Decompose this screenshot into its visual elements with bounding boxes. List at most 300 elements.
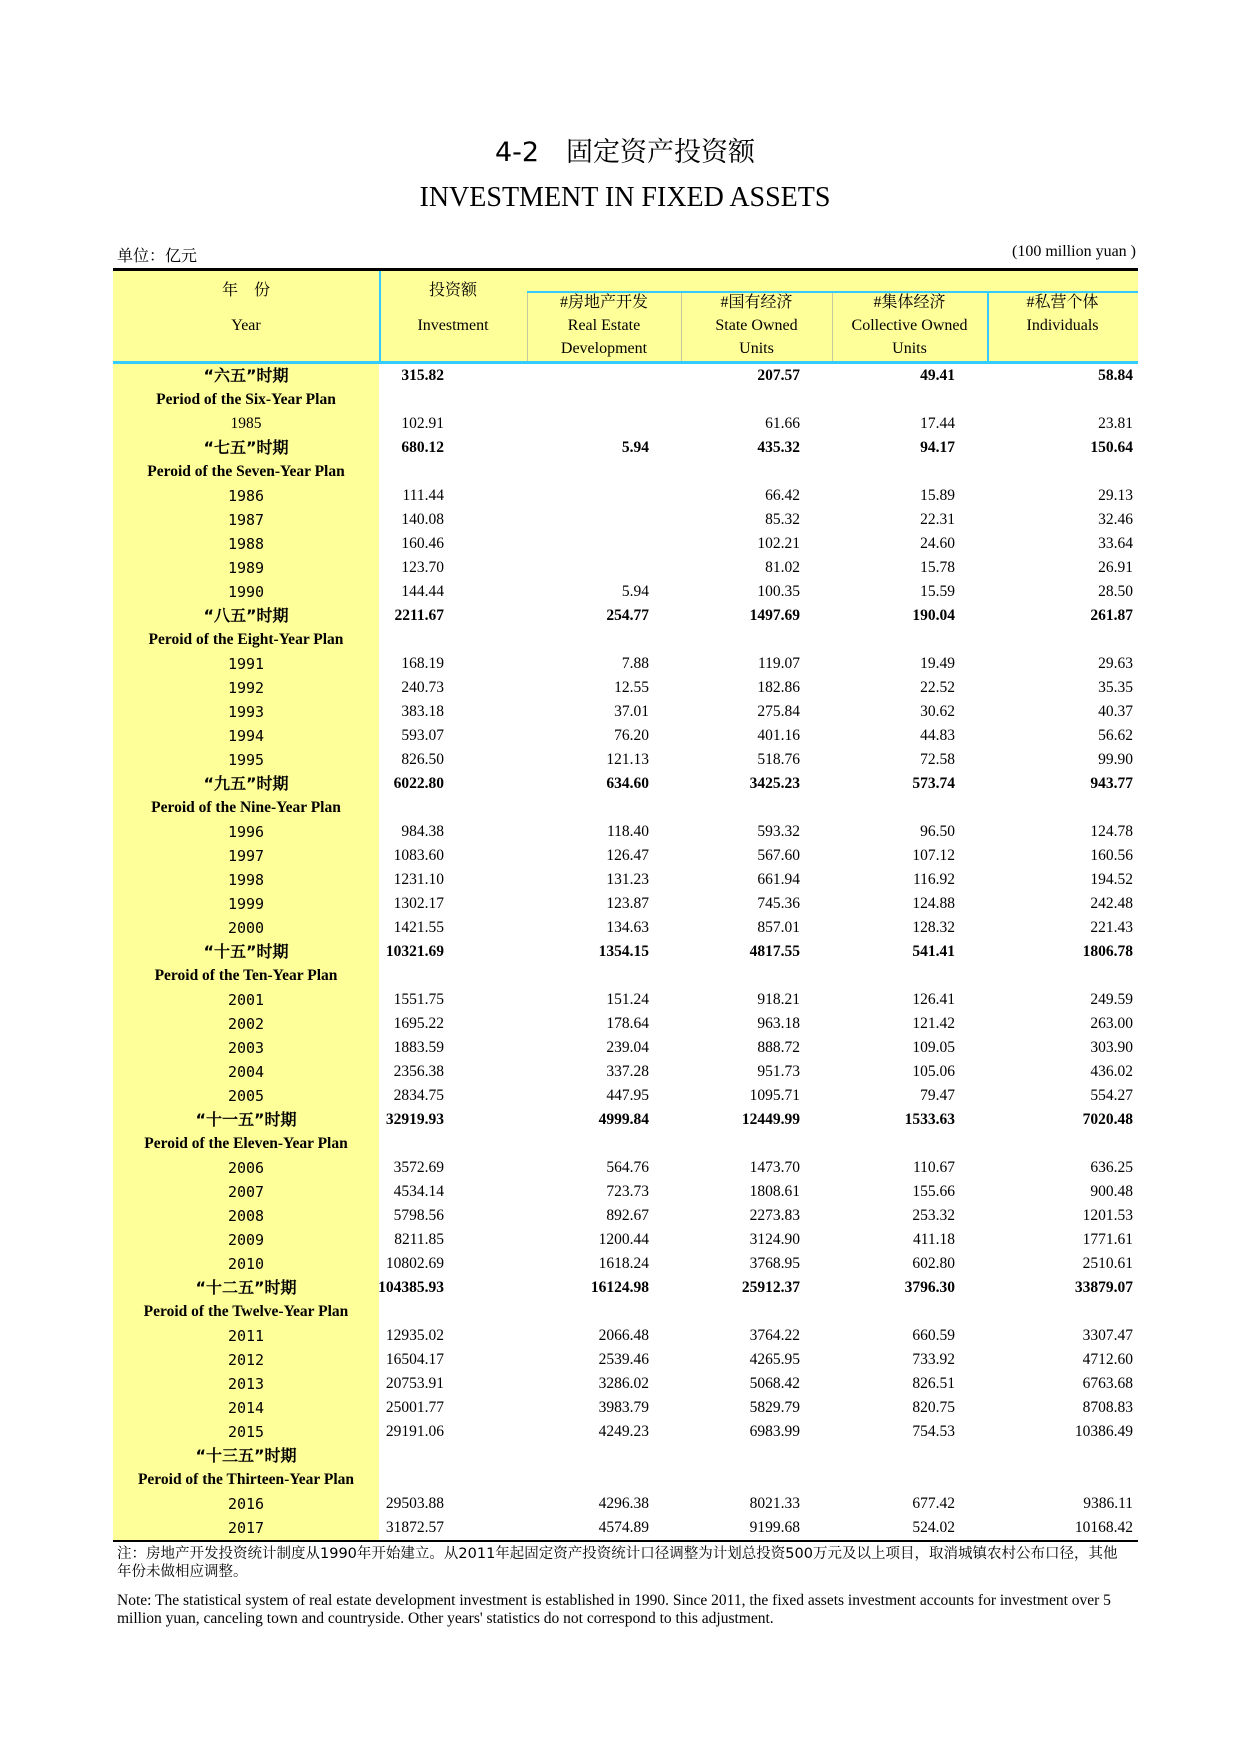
investment-cell: 123.70 — [401, 559, 444, 576]
individuals-cell: 1771.61 — [1082, 1231, 1133, 1248]
table-row — [113, 1516, 1138, 1540]
year-cell: 2007 — [113, 1180, 379, 1204]
real-estate-cell: 254.77 — [606, 607, 649, 624]
real-estate-cell: 16124.98 — [590, 1279, 649, 1296]
period-label-cn: “十二五”时期 — [113, 1276, 379, 1300]
collective-cell: 109.05 — [912, 1039, 955, 1056]
collective-cell: 253.32 — [912, 1207, 955, 1224]
state-owned-cell: 661.94 — [757, 871, 800, 888]
note-en: Note: The statistical system of real estate development investment is established in 1990. Since 2011, the fixed assets investment accounts for investment over 5 million yuan, canceling town and countryside. Other years' statistics do not correspond to this adjustment. — [117, 1592, 1111, 1627]
table-row — [113, 652, 1138, 676]
table-row — [113, 1132, 1138, 1156]
investment-cell: 25001.77 — [385, 1399, 444, 1416]
investment-cell: 160.46 — [401, 535, 444, 552]
real-estate-cell: 12.55 — [614, 679, 649, 696]
individuals-cell: 10386.49 — [1074, 1423, 1133, 1440]
investment-cell: 2356.38 — [393, 1063, 444, 1080]
individuals-cell: 2510.61 — [1082, 1255, 1133, 1272]
investment-cell: 1231.10 — [393, 871, 444, 888]
table-row — [113, 1372, 1138, 1396]
investment-cell: 593.07 — [401, 727, 444, 744]
year-cell: 1995 — [113, 748, 379, 772]
table-row — [113, 1204, 1138, 1228]
table-row — [113, 748, 1138, 772]
individuals-cell: 4712.60 — [1082, 1351, 1133, 1368]
collective-cell: 190.04 — [912, 607, 955, 624]
real-estate-cell: 723.73 — [606, 1183, 649, 1200]
investment-cell: 5798.56 — [393, 1207, 444, 1224]
year-cell: 1992 — [113, 676, 379, 700]
individuals-cell: 261.87 — [1090, 607, 1133, 624]
state-owned-cell: 401.16 — [757, 727, 800, 744]
individuals-cell: 10168.42 — [1074, 1519, 1133, 1536]
header-collective-cn: #集体经济 — [873, 294, 946, 311]
table-row — [113, 556, 1138, 580]
period-label-cn: “六五”时期 — [113, 364, 379, 388]
state-owned-cell: 3124.90 — [749, 1231, 800, 1248]
investment-cell: 20753.91 — [385, 1375, 444, 1392]
real-estate-cell: 5.94 — [621, 439, 649, 456]
individuals-cell: 124.78 — [1090, 823, 1133, 840]
investment-cell: 140.08 — [401, 511, 444, 528]
real-estate-cell: 239.04 — [606, 1039, 649, 1056]
table-row — [113, 460, 1138, 484]
real-estate-cell: 4999.84 — [598, 1111, 649, 1128]
year-cell: 1993 — [113, 700, 379, 724]
state-owned-cell: 888.72 — [757, 1039, 800, 1056]
investment-cell: 12935.02 — [385, 1327, 444, 1344]
table-row — [113, 1420, 1138, 1444]
table-row — [113, 940, 1138, 964]
year-cell: 2013 — [113, 1372, 379, 1396]
collective-cell: 72.58 — [920, 751, 955, 768]
table-row — [113, 1036, 1138, 1060]
collective-cell: 17.44 — [920, 415, 955, 432]
period-label-en: Peroid of the Eleven-Year Plan — [113, 1132, 379, 1156]
table-row — [113, 1060, 1138, 1084]
table-row — [113, 700, 1138, 724]
individuals-cell: 3307.47 — [1082, 1327, 1133, 1344]
individuals-cell: 249.59 — [1090, 991, 1133, 1008]
individuals-cell: 32.46 — [1098, 511, 1133, 528]
individuals-cell: 303.90 — [1090, 1039, 1133, 1056]
collective-cell: 524.02 — [912, 1519, 955, 1536]
real-estate-cell: 178.64 — [606, 1015, 649, 1032]
year-cell: 2016 — [113, 1492, 379, 1516]
investment-cell: 1302.17 — [393, 895, 444, 912]
state-owned-cell: 518.76 — [757, 751, 800, 768]
individuals-cell: 56.62 — [1098, 727, 1133, 744]
investment-cell: 680.12 — [401, 439, 444, 456]
collective-cell: 3796.30 — [904, 1279, 955, 1296]
investment-cell: 1083.60 — [393, 847, 444, 864]
investment-cell: 29191.06 — [385, 1423, 444, 1440]
state-owned-cell: 66.42 — [765, 487, 800, 504]
table-row — [113, 724, 1138, 748]
investment-cell: 2211.67 — [394, 607, 444, 624]
real-estate-cell: 564.76 — [606, 1159, 649, 1176]
individuals-cell: 160.56 — [1090, 847, 1133, 864]
year-cell: 1991 — [113, 652, 379, 676]
real-estate-cell: 1354.15 — [598, 943, 649, 960]
real-estate-cell: 4574.89 — [598, 1519, 649, 1536]
state-owned-cell: 5068.42 — [749, 1375, 800, 1392]
collective-cell: 733.92 — [912, 1351, 955, 1368]
state-owned-cell: 9199.68 — [749, 1519, 800, 1536]
state-owned-cell: 745.36 — [757, 895, 800, 912]
header-investment-cn: 投资额 — [428, 282, 477, 299]
year-cell: 2003 — [113, 1036, 379, 1060]
real-estate-cell: 4296.38 — [598, 1495, 649, 1512]
table-row — [113, 1396, 1138, 1420]
year-cell: 2011 — [113, 1324, 379, 1348]
header-collective-en1: Collective Owned — [851, 317, 968, 334]
individuals-cell: 6763.68 — [1082, 1375, 1133, 1392]
year-cell: 2002 — [113, 1012, 379, 1036]
real-estate-cell: 37.01 — [614, 703, 649, 720]
state-owned-cell: 61.66 — [765, 415, 800, 432]
investment-cell: 240.73 — [401, 679, 444, 696]
investment-cell: 10802.69 — [385, 1255, 444, 1272]
collective-cell: 754.53 — [912, 1423, 955, 1440]
individuals-cell: 35.35 — [1098, 679, 1133, 696]
investment-cell: 111.44 — [402, 487, 444, 504]
real-estate-cell: 1618.24 — [598, 1255, 649, 1272]
individuals-cell: 58.84 — [1098, 367, 1133, 384]
period-label-en: Peroid of the Eight-Year Plan — [113, 628, 379, 652]
individuals-cell: 9386.11 — [1083, 1495, 1133, 1512]
table-row — [113, 604, 1138, 628]
real-estate-cell: 892.67 — [606, 1207, 649, 1224]
year-cell: 1989 — [113, 556, 379, 580]
table-row — [113, 796, 1138, 820]
table-row — [113, 988, 1138, 1012]
table-row — [113, 388, 1138, 412]
investment-cell: 6022.80 — [393, 775, 444, 792]
year-cell: 2005 — [113, 1084, 379, 1108]
collective-cell: 22.52 — [920, 679, 955, 696]
table-row — [113, 892, 1138, 916]
year-cell: 2012 — [113, 1348, 379, 1372]
year-cell: 1990 — [113, 580, 379, 604]
table-row — [113, 820, 1138, 844]
year-cell: 2008 — [113, 1204, 379, 1228]
real-estate-cell: 2066.48 — [598, 1327, 649, 1344]
header-real-estate-en1: Real Estate — [567, 317, 641, 334]
period-label-cn: “十五”时期 — [113, 940, 379, 964]
collective-cell: 541.41 — [912, 943, 955, 960]
year-cell: 2006 — [113, 1156, 379, 1180]
period-label-en: Period of the Six-Year Plan — [113, 388, 379, 412]
title-en: INVESTMENT IN FIXED ASSETS — [419, 182, 831, 213]
individuals-cell: 40.37 — [1098, 703, 1133, 720]
real-estate-cell: 76.20 — [614, 727, 649, 744]
collective-cell: 128.32 — [912, 919, 955, 936]
individuals-cell: 33879.07 — [1074, 1279, 1133, 1296]
individuals-cell: 194.52 — [1090, 871, 1133, 888]
state-owned-cell: 8021.33 — [749, 1495, 800, 1512]
individuals-cell: 29.13 — [1098, 487, 1133, 504]
individuals-cell: 221.43 — [1090, 919, 1133, 936]
real-estate-cell: 151.24 — [606, 991, 649, 1008]
collective-cell: 411.18 — [912, 1231, 955, 1248]
table-row — [113, 1108, 1138, 1132]
table-bottom-rule — [113, 1540, 1138, 1542]
table-row — [113, 580, 1138, 604]
table-row — [113, 364, 1138, 388]
investment-cell: 1551.75 — [393, 991, 444, 1008]
individuals-cell: 554.27 — [1090, 1087, 1133, 1104]
investment-cell: 2834.75 — [393, 1087, 444, 1104]
real-estate-cell: 131.23 — [606, 871, 649, 888]
table-row — [113, 676, 1138, 700]
state-owned-cell: 4817.55 — [749, 943, 800, 960]
table-row — [113, 1300, 1138, 1324]
state-owned-cell: 951.73 — [757, 1063, 800, 1080]
collective-cell: 573.74 — [912, 775, 955, 792]
state-owned-cell: 3768.95 — [749, 1255, 800, 1272]
real-estate-cell: 126.47 — [606, 847, 649, 864]
real-estate-cell: 123.87 — [606, 895, 649, 912]
title-cn: 4-2 固定资产投资额 — [494, 137, 756, 168]
year-cell: 2017 — [113, 1516, 379, 1540]
period-label-cn: “八五”时期 — [113, 604, 379, 628]
table-row — [113, 1084, 1138, 1108]
individuals-cell: 28.50 — [1098, 583, 1133, 600]
collective-cell: 94.17 — [920, 439, 955, 456]
collective-cell: 121.42 — [912, 1015, 955, 1032]
header-investment-en: Investment — [417, 317, 489, 334]
year-cell: 2010 — [113, 1252, 379, 1276]
real-estate-cell: 118.40 — [606, 823, 649, 840]
investment-cell: 984.38 — [401, 823, 444, 840]
collective-cell: 19.49 — [920, 655, 955, 672]
investment-cell: 1883.59 — [393, 1039, 444, 1056]
period-label-en: Peroid of the Twelve-Year Plan — [113, 1300, 379, 1324]
investment-cell: 383.18 — [401, 703, 444, 720]
state-owned-cell: 3764.22 — [749, 1327, 800, 1344]
individuals-cell: 33.64 — [1098, 535, 1133, 552]
collective-cell: 105.06 — [912, 1063, 955, 1080]
investment-cell: 16504.17 — [385, 1351, 444, 1368]
table-row — [113, 1012, 1138, 1036]
collective-cell: 15.59 — [920, 583, 955, 600]
header-state-owned-en1: State Owned — [715, 317, 798, 334]
year-cell: 1988 — [113, 532, 379, 556]
table-row — [113, 532, 1138, 556]
table-row — [113, 1324, 1138, 1348]
individuals-cell: 29.63 — [1098, 655, 1133, 672]
investment-cell: 32919.93 — [385, 1111, 444, 1128]
real-estate-cell: 3286.02 — [598, 1375, 649, 1392]
state-owned-cell: 1808.61 — [749, 1183, 800, 1200]
header-state-owned-en2: Units — [739, 340, 774, 357]
individuals-cell: 26.91 — [1098, 559, 1133, 576]
state-owned-cell: 1473.70 — [749, 1159, 800, 1176]
investment-cell: 168.19 — [401, 655, 444, 672]
real-estate-cell: 121.13 — [606, 751, 649, 768]
year-cell: 2000 — [113, 916, 379, 940]
table-row — [113, 1276, 1138, 1300]
state-owned-cell: 593.32 — [757, 823, 800, 840]
state-owned-cell: 918.21 — [757, 991, 800, 1008]
investment-cell: 315.82 — [401, 367, 444, 384]
state-owned-cell: 567.60 — [757, 847, 800, 864]
collective-cell: 820.75 — [912, 1399, 955, 1416]
table-row — [113, 628, 1138, 652]
state-owned-cell: 963.18 — [757, 1015, 800, 1032]
real-estate-cell: 5.94 — [621, 583, 649, 600]
state-owned-cell: 119.07 — [757, 655, 800, 672]
year-cell: 2004 — [113, 1060, 379, 1084]
state-owned-cell: 3425.23 — [749, 775, 800, 792]
table-row — [113, 1156, 1138, 1180]
unit-en: (100 million yuan ) — [1012, 243, 1136, 260]
individuals-cell: 263.00 — [1090, 1015, 1133, 1032]
investment-cell: 1695.22 — [393, 1015, 444, 1032]
investment-cell: 826.50 — [401, 751, 444, 768]
header-year-cn: 年 份 — [221, 282, 270, 299]
individuals-cell: 900.48 — [1090, 1183, 1133, 1200]
table-row — [113, 1228, 1138, 1252]
collective-cell: 96.50 — [920, 823, 955, 840]
investment-cell: 10321.69 — [385, 943, 444, 960]
collective-cell: 110.67 — [912, 1159, 955, 1176]
collective-cell: 124.88 — [912, 895, 955, 912]
year-cell: 2014 — [113, 1396, 379, 1420]
header-real-estate-en2: Development — [560, 340, 648, 357]
year-cell: 2009 — [113, 1228, 379, 1252]
collective-cell: 22.31 — [920, 511, 955, 528]
year-cell: 1996 — [113, 820, 379, 844]
collective-cell: 30.62 — [920, 703, 955, 720]
real-estate-cell: 4249.23 — [598, 1423, 649, 1440]
collective-cell: 677.42 — [912, 1495, 955, 1512]
investment-cell: 104385.93 — [378, 1279, 444, 1296]
table-row — [113, 1492, 1138, 1516]
state-owned-cell: 1095.71 — [749, 1087, 800, 1104]
year-cell: 2015 — [113, 1420, 379, 1444]
period-label-cn: “十一五”时期 — [113, 1108, 379, 1132]
real-estate-cell: 337.28 — [606, 1063, 649, 1080]
individuals-cell: 23.81 — [1098, 415, 1133, 432]
collective-cell: 1533.63 — [904, 1111, 955, 1128]
table-row — [113, 844, 1138, 868]
year-cell: 1986 — [113, 484, 379, 508]
individuals-cell: 636.25 — [1090, 1159, 1133, 1176]
investment-cell: 102.91 — [401, 415, 444, 432]
collective-cell: 44.83 — [920, 727, 955, 744]
table-row — [113, 412, 1138, 436]
header-state-owned-cn: #国有经济 — [720, 294, 793, 311]
real-estate-cell: 3983.79 — [598, 1399, 649, 1416]
table-row — [113, 1252, 1138, 1276]
real-estate-cell: 634.60 — [606, 775, 649, 792]
collective-cell: 24.60 — [920, 535, 955, 552]
collective-cell: 126.41 — [912, 991, 955, 1008]
year-cell: 1985 — [113, 412, 379, 436]
unit-cn: 单位：亿元 — [117, 248, 198, 265]
state-owned-cell: 100.35 — [757, 583, 800, 600]
header-individuals-en: Individuals — [1026, 317, 1099, 334]
state-owned-cell: 25912.37 — [741, 1279, 800, 1296]
investment-table — [113, 268, 1138, 1542]
period-label-en: Peroid of the Nine-Year Plan — [113, 796, 379, 820]
period-label-cn: “九五”时期 — [113, 772, 379, 796]
table-row — [113, 1180, 1138, 1204]
year-cell: 1994 — [113, 724, 379, 748]
header-real-estate-cn: #房地产开发 — [559, 294, 648, 311]
investment-cell: 29503.88 — [385, 1495, 444, 1512]
individuals-cell: 1806.78 — [1082, 943, 1133, 960]
state-owned-cell: 435.32 — [757, 439, 800, 456]
investment-cell: 8211.85 — [394, 1231, 444, 1248]
state-owned-cell: 1497.69 — [749, 607, 800, 624]
individuals-cell: 943.77 — [1090, 775, 1133, 792]
collective-cell: 15.89 — [920, 487, 955, 504]
state-owned-cell: 182.86 — [757, 679, 800, 696]
collective-cell: 602.80 — [912, 1255, 955, 1272]
investment-cell: 31872.57 — [385, 1519, 444, 1536]
table-row — [113, 1444, 1138, 1468]
period-label-en: Peroid of the Thirteen-Year Plan — [113, 1468, 379, 1492]
individuals-cell: 242.48 — [1090, 895, 1133, 912]
real-estate-cell: 2539.46 — [598, 1351, 649, 1368]
real-estate-cell: 7.88 — [621, 655, 649, 672]
real-estate-cell: 1200.44 — [598, 1231, 649, 1248]
real-estate-cell: 447.95 — [606, 1087, 649, 1104]
collective-cell: 660.59 — [912, 1327, 955, 1344]
state-owned-cell: 6983.99 — [749, 1423, 800, 1440]
year-cell: 1997 — [113, 844, 379, 868]
period-label-cn: “七五”时期 — [113, 436, 379, 460]
table-row — [113, 508, 1138, 532]
investment-cell: 3572.69 — [393, 1159, 444, 1176]
header-individuals-cn: #私营个体 — [1026, 294, 1099, 311]
state-owned-cell: 857.01 — [757, 919, 800, 936]
period-label-en: Peroid of the Seven-Year Plan — [113, 460, 379, 484]
table-row — [113, 484, 1138, 508]
individuals-cell: 99.90 — [1098, 751, 1133, 768]
state-owned-cell: 2273.83 — [749, 1207, 800, 1224]
investment-cell: 1421.55 — [393, 919, 444, 936]
investment-cell: 4534.14 — [393, 1183, 444, 1200]
table-row — [113, 436, 1138, 460]
year-cell: 1999 — [113, 892, 379, 916]
year-cell: 1987 — [113, 508, 379, 532]
collective-cell: 116.92 — [912, 871, 955, 888]
table-body — [113, 364, 1138, 1540]
collective-cell: 15.78 — [920, 559, 955, 576]
note-cn: 注：房地产开发投资统计制度从1990年开始建立。从2011年起固定资产投资统计口径调整为计划总投资500万元及以上项目，取消城镇农村公布口径，其他年份未做相应调整。 — [117, 1546, 1118, 1580]
table-row — [113, 964, 1138, 988]
individuals-cell: 8708.83 — [1082, 1399, 1133, 1416]
table-row — [113, 916, 1138, 940]
state-owned-cell: 207.57 — [757, 367, 800, 384]
table-row — [113, 772, 1138, 796]
state-owned-cell: 4265.95 — [749, 1351, 800, 1368]
year-cell: 2001 — [113, 988, 379, 1012]
real-estate-cell: 134.63 — [606, 919, 649, 936]
collective-cell: 155.66 — [912, 1183, 955, 1200]
table-row — [113, 1468, 1138, 1492]
header-collective-en2: Units — [892, 340, 927, 357]
state-owned-cell: 81.02 — [765, 559, 800, 576]
collective-cell: 79.47 — [920, 1087, 955, 1104]
individuals-cell: 7020.48 — [1082, 1111, 1133, 1128]
state-owned-cell: 5829.79 — [749, 1399, 800, 1416]
individuals-cell: 436.02 — [1090, 1063, 1133, 1080]
